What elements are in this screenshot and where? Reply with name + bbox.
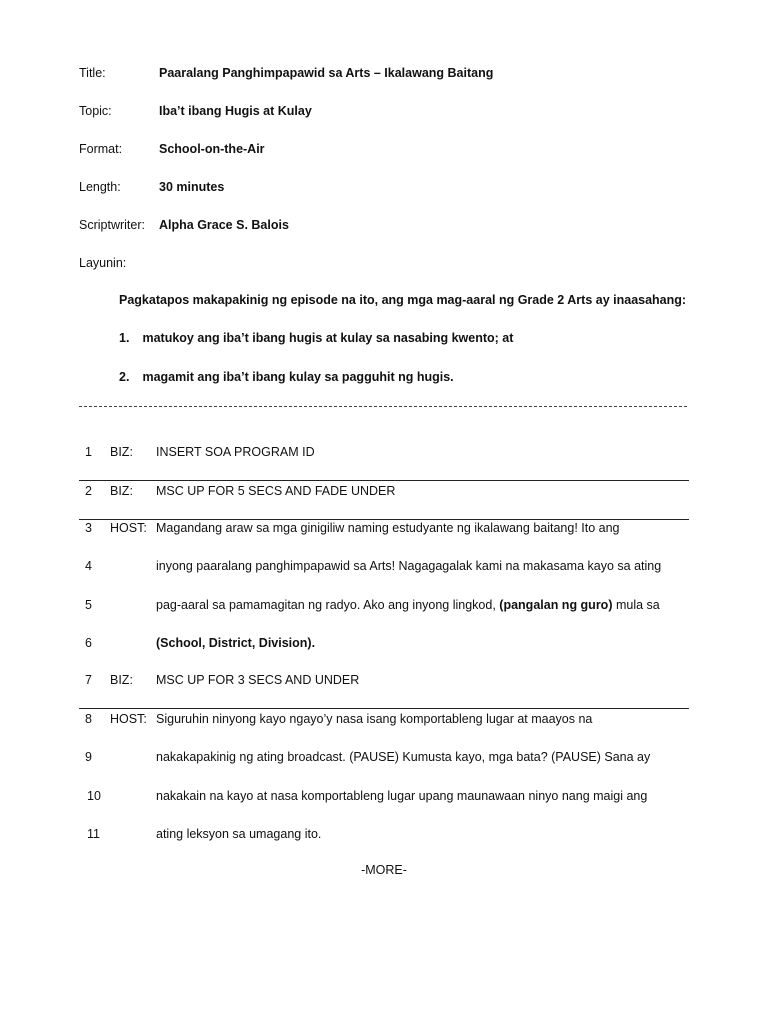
topic-value: Iba’t ibang Hugis at Kulay xyxy=(159,104,312,118)
line-speaker: HOST: xyxy=(110,712,147,726)
line-number: 9 xyxy=(85,750,92,764)
line-number: 8 xyxy=(85,712,92,726)
scriptwriter-value: Alpha Grace S. Balois xyxy=(159,218,289,232)
objective-text: matukoy ang iba’t ibang hugis at kulay sa nasabing kwento; at xyxy=(142,331,514,345)
line-number: 2 xyxy=(85,484,92,498)
objective-number: 1. xyxy=(119,331,130,345)
format-value: School-on-the-Air xyxy=(159,142,265,156)
line-text-bold: (pangalan ng guro) xyxy=(499,598,613,612)
line-text: Magandang araw sa mga ginigiliw naming estudyante ng ikalawang baitang! Ito ang xyxy=(156,521,620,535)
line-number: 1 xyxy=(85,445,92,459)
script-line xyxy=(79,827,689,845)
cue-rule xyxy=(79,519,689,520)
objective-item xyxy=(119,331,513,345)
objectives-intro: Pagkatapos makapakinig ng episode na ito, ang mga mag-aaral ng Grade 2 Arts ay inaasahang: xyxy=(119,293,687,307)
format-label: Format: xyxy=(79,142,123,156)
line-number: 4 xyxy=(85,559,92,573)
title-label: Title: xyxy=(79,66,106,80)
objectives-label: Layunin: xyxy=(79,256,127,270)
line-speaker: HOST: xyxy=(110,521,147,535)
script-line xyxy=(79,789,689,807)
line-number: 10 xyxy=(87,789,101,803)
topic-label: Topic: xyxy=(79,104,112,118)
script-line xyxy=(79,598,689,616)
line-number: 6 xyxy=(85,636,92,650)
objective-item xyxy=(119,370,454,384)
line-text xyxy=(156,636,315,650)
line-text-bold: (School, District, Division). xyxy=(156,636,316,650)
line-text: INSERT SOA PROGRAM ID xyxy=(156,445,315,459)
script-line xyxy=(79,484,689,502)
title-value: Paaralang Panghimpapawid sa Arts – Ikalawang Baitang xyxy=(159,66,494,80)
line-text: nakakapakinig ng ating broadcast. (PAUSE) Kumusta kayo, mga bata? (PAUSE) Sana ay xyxy=(156,750,651,764)
line-speaker: BIZ: xyxy=(110,445,133,459)
line-text: MSC UP FOR 3 SECS AND UNDER xyxy=(156,673,360,687)
line-number: 3 xyxy=(85,521,92,535)
more-marker: -MORE- xyxy=(361,863,407,877)
line-text: ating leksyon sa umagang ito. xyxy=(156,827,322,841)
line-speaker: BIZ: xyxy=(110,484,133,498)
script-line xyxy=(79,559,689,577)
line-text: MSC UP FOR 5 SECS AND FADE UNDER xyxy=(156,484,396,498)
line-text: Siguruhin ninyong kayo ngayo’y nasa isang komportableng lugar at maayos na xyxy=(156,712,593,726)
script-line xyxy=(79,712,689,730)
line-text: nakakain na kayo at nasa komportableng lugar upang maunawaan ninyo nang maigi ang xyxy=(156,789,648,803)
dashed-divider xyxy=(79,406,687,407)
line-number: 11 xyxy=(87,827,100,841)
script-line xyxy=(79,636,689,654)
objective-text: magamit ang iba’t ibang kulay sa pagguhit ng hugis. xyxy=(142,370,454,384)
cue-rule xyxy=(79,480,689,481)
line-number: 5 xyxy=(85,598,92,612)
line-text-plain: mula sa xyxy=(615,598,660,612)
script-line xyxy=(79,673,689,691)
length-label: Length: xyxy=(79,180,121,194)
script-line xyxy=(79,521,689,539)
objective-number: 2. xyxy=(119,370,130,384)
length-value: 30 minutes xyxy=(159,180,225,194)
script-line xyxy=(79,750,689,768)
scriptwriter-label: Scriptwriter: xyxy=(79,218,145,232)
line-text: inyong paaralang panghimpapawid sa Arts! Nagagagalak kami na makasama kayo sa ating xyxy=(156,559,662,573)
cue-rule xyxy=(79,708,689,709)
line-speaker: BIZ: xyxy=(110,673,133,687)
line-text-plain: pag-aaral sa pamamagitan ng radyo. Ako ang inyong lingkod, xyxy=(156,598,496,612)
line-text xyxy=(156,598,660,612)
line-number: 7 xyxy=(85,673,92,687)
script-line xyxy=(79,445,689,463)
